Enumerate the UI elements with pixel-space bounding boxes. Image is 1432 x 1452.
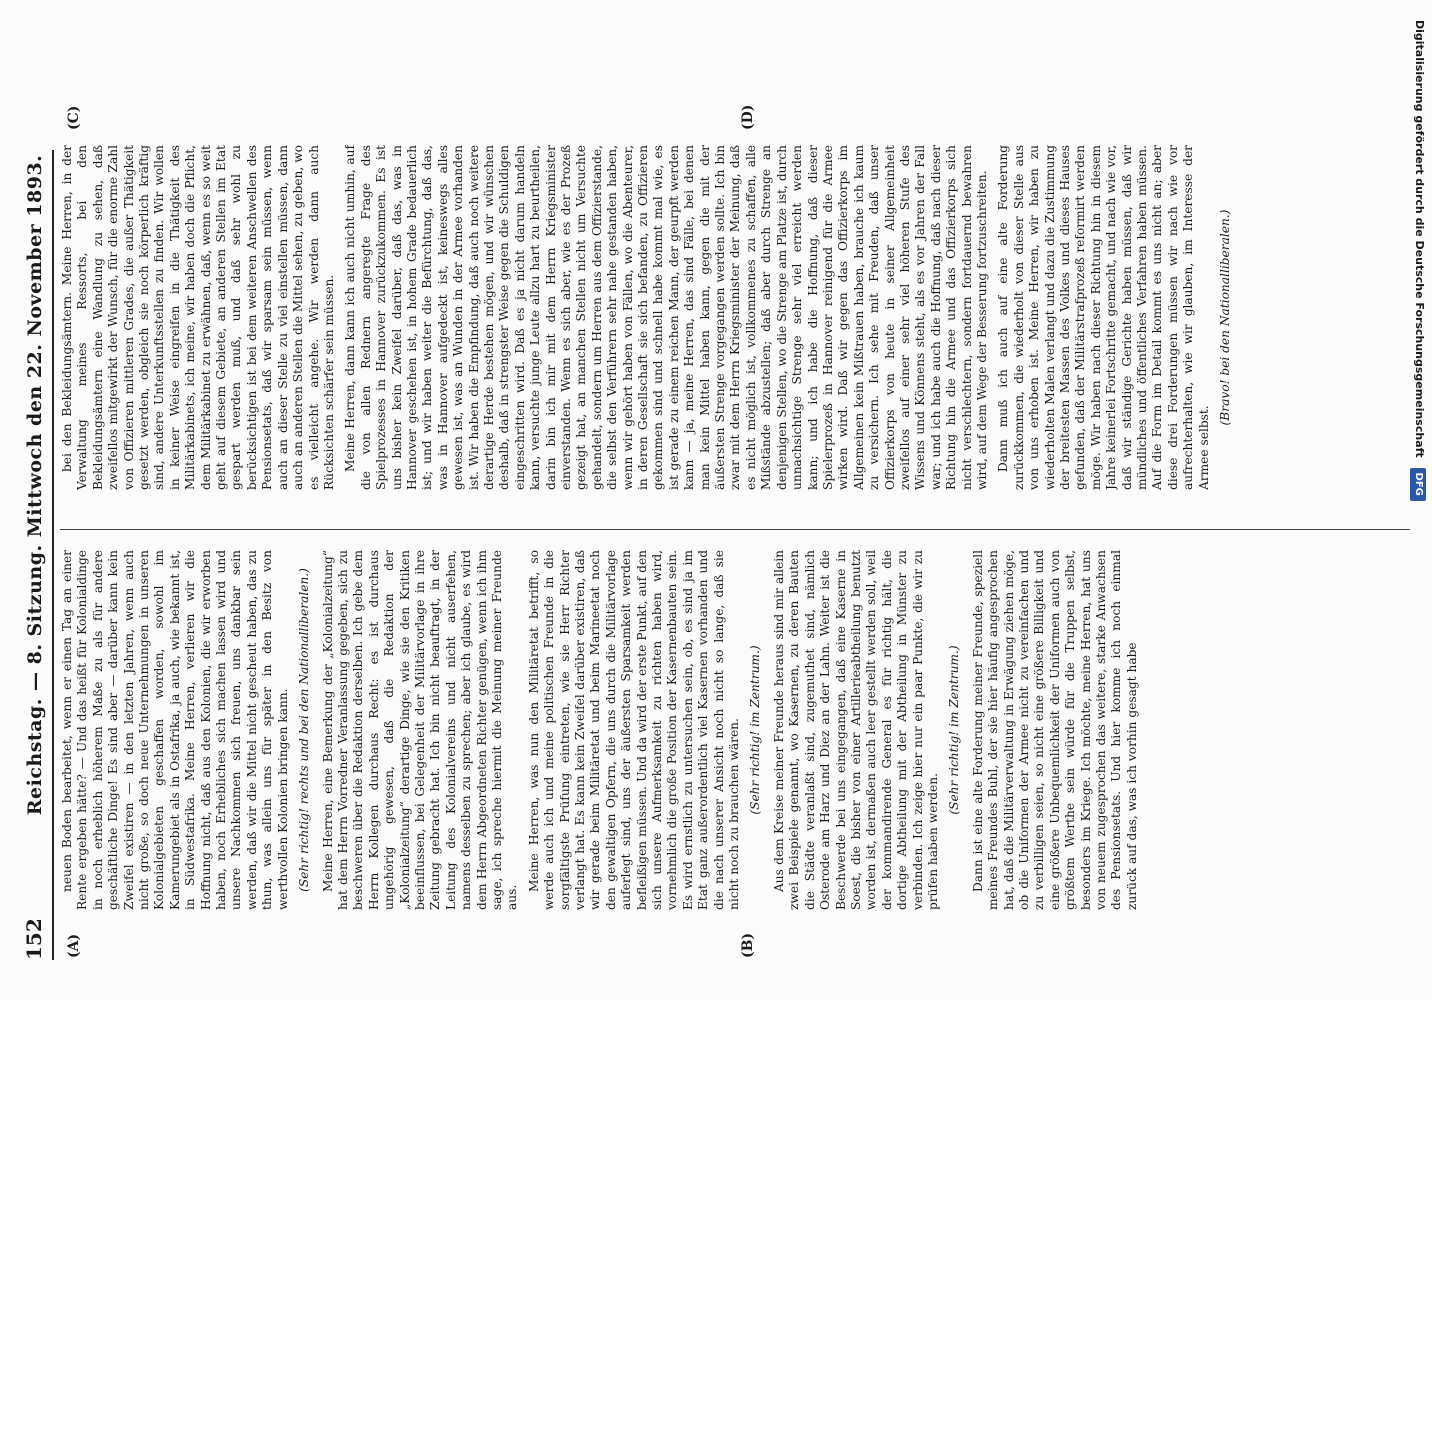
paragraph: Dann ist eine alte Forderung meiner Freunde, speziell meines Freundes Buhl, der sie hier häufig angesprochen hat, daß die Militärverwaltung in Erwägung ziehen möge, ob die Uniformen der Armee nicht zu vereinfachen und zu verbilligen seien, so nicht eine größere Billigkeit und eine größere Unbequemlichkeit der Uniformen auch von größtem Werthe sein würde für die Truppen selbst, besonders im Kriege. Ich möchte, meine Herren, hat uns von neuem zugesprochen das weitere, starke Anwachsen des Pensionsetats. Und hier komme ich noch einmal zurück auf das, was ich vorhin gesagt habe [970,550,1139,910]
digitization-note [1406,0,1432,1452]
paragraph: Aus dem Kreise meiner Freunde heraus sind mir allein zwei Beispiele genannt, wo Kasernen, zu deren Bauten die Städte veranlaßt sind, zugemuthet sind, nämlich Osterode am Harz und Diez an der Lahn. Weiter ist die Beschwerde bei uns eingegangen, daß eine Kaserne in Soest, die bisher von einer Artillerieabtheilung benutzt worden ist, dermaßen auch leer gestellt werden soll, weil der kommandirende General es für richtig hält, die dortige Abtheilung mit der Abtheilung in Münster zu verbinden. Ich zeige hier nur ein paar Punkte, die wir zu prüfen haben werden. [771,550,940,910]
paragraph: neuen Boden bearbeitet, wenn er einen Tag an einer Rente ergeben hätte? — Und das heißt für Kolonialdinge in noch erheblich höherem Maße zu als für andere geschäftliche Dinge! Es sind aber — darüber kann kein Zweifel existiren — in den letzten Jahren, wenn auch nicht große, so doch neue Unternehmungen in unseren Kolonialgebieten geschaffen worden, sowohl im Kamerungebiet als in Ostafrika, ja auch, wie bekannt ist, in Südwestafrika. Meine Herren, verlieren wir die Hoffnung nicht, daß aus den Kolonien, die wir erworben haben, noch Erhebliches sich machen lassen wird und unsere Nachkommen sich freuen, uns dankbar sein werden, daß wir die Mittel nicht gescheut haben, das zu thun, was allein uns für später in den Besitz von werthvollen Kolonien bringen kann. [60,550,290,910]
left-column [60,550,1410,910]
paragraph: Meine Herren, was nun den Militäretat betrifft, so werde auch ich und meine politischen Freunde in die sorgfältigste Prüfung eintreten, wie sie Herr Richter verlangt hat. Es kann kein Zweifel darüber existiren, daß wir gerade beim Militäretat und beim Marineetat noch den gewaltigen Opfern, die uns durch die Militärvorlage auferlegt sind, uns der äußersten Sparsamkeit werden befleißigen müssen. Und da wird der erste Punkt, auf den sich unsere Aufmerksamkeit zu richten haben wird, vornehmlich die große Position der Kasernenbauten sein. Es wird ernstlich zu untersuchen sein, ob, es sind ja im Etat ganz außerordentlich viel Kasernen vorhanden und die nach unserer Ansicht noch nicht so lange, daß sie nicht noch zu brauchen wären. [526,550,742,910]
paragraph: Dann muß ich auch auf eine alte Forderung zurückkommen, die wiederholt von dieser Stelle aus von uns erhoben ist. Meine Herren, wir haben zu wiederholten Malen verlangt und dazu die Zustimmung der breitesten Massen des Volkes und dieses Hauses gefunden, daß der Militärstrafprozeß reformirt werden möge. Wir haben nach dieser Richtung hin in diesem Jahre keinerlei Fortschritte gemacht, und nach wie vor, daß wir ständige Gerichte haben müssen, daß wir mündliches und öffentliches Verfahren haben müssen. Auf die Form im Detail kommt es uns nicht an; aber diese drei Forderungen müssen wir nach wie vor aufrechterhalten, wie wir glauben, im Interesse der Armee selbst. [996,145,1211,490]
page-title: Reichstag. — 8. Sitzung. Mittwoch den 22. November 1893. [24,154,46,816]
paragraph: Meine Herren, dann kann ich auch nicht umhin, auf die von allen Rednern angeregte Frage des Spielprozesses in Hannover zurückzukommen. Es ist uns bisher kein Zweifel darüber, daß das, was in Hannover geschehen ist, in hohem Grade bedauerlich ist; und wir haben weiter die Befürchtung, daß das, was in Hannover aufgedeckt ist, keineswegs alles gewesen ist, was an Wunden in der Armee vorhanden ist. Wir haben die Empfindung, daß auch noch weitere derartige Herde bestehen mögen, und wir wünschen deshalb, daß in strengster Weise gegen die Schuldigen eingeschritten wird. Daß es ja nicht darum handeln kann, versuchte junge Leute allzu hart zu beurtheilen, darin bin ich mir mit dem Herrn Kriegsminister einverstanden. Wenn es sich aber, wie es der Prozeß gezeigt hat, an manchen Stellen nicht um Versuchte gehandelt, sondern um Herren aus dem Offizierstande, die selbst den Verführern sehr nahe gestanden haben, wenn wir gehört haben von Fällen, wo die Abenteurer, in deren Gesellschaft sie sich befanden, zu Offizieren gekommen sind und schnell habe kommt mal wie, es ist gerade zu einem reichen Mann, der geurpft werden kann — ja, meine Herren, das sind Fälle, bei denen man kein Mittel haben kann, gegen die mit der äußersten Strenge vorgegangen werden sollte. Ich bin zwar mit dem Herrn Kriegsminister der Meinung, daß es nicht möglich ist, vollkommenes zu schaffen, alle Mißstände abzustellen; daß aber durch Strenge an denjenigen Stellen, wo die Strenge am Platze ist, durch unnachsichtige Strenge sehr viel erreicht werden kann; und ich habe die Hoffnung, daß dieser Spielerprozeß in Hannover reinigend für die Armee wirken wird. Daß wir gegen das Offizierkorps im Allgemeinen kein Mißtrauen haben, brauche ich kaum zu versichern. Ich sehe mit Freuden, daß unser Offizierkorps von heute in seiner Allgemeinheit zweifellos auf einer sehr viel höheren Stufe des Wissens und Könnens steht, als es vor Jahren der Fall war; und ich habe auch die Hoffnung, daß nach dieser Richtung hin die Armee und das Offizierkorps sich nicht verschlechtern, sondern fortdauernd bewahren wird, auf dem Wege der Besserung fortzuschreiten. [343,145,989,490]
right-column [60,145,1410,490]
interjection: (Sehr richtig! im Zentrum.) [748,645,763,815]
page-header [8,150,54,960]
paragraph: bei den Bekleidungsämtern. Meine Herren, in der Verwaltung meines Ressorts, bei den Bekleidungsämtern eine Wandlung zu sehen, daß zweifellos mitgewirkt der Wunsch, für die enorme Zahl von Offizieren mittleren Grades, die außer Thätigkeit gesetzt werden, obgleich sie noch körperlich kräftig sind, andere Unterkunftsstellen zu finden. Wir wollen in keiner Weise eingreifen in die Thätigkeit des Militärkabinets, ich meine, wir haben doch die Pflicht, dem Militärkabinet zu erwähnen, daß, wenn es so weit geht auf diesem Gebiete, an anderen Stellen im Etat gespart werden muß, und daß sehr wohl zu berücksichtigen ist bei dem weiteren Anschwellen des Pensionsetats, daß wir sparsam sein müssen, wenn auch an dieser Stelle zu viel einstellen müssen, dann auch an anderen Stellen die Mittel sehen, zu geben, wo es vielleicht angehe. Wir werden dann auch Rücksichten schärfer sein müssen. [60,145,336,490]
dfg-logo: DFG [1410,468,1426,501]
interjection: (Bravo! bei den Nationalliberalen.) [1218,209,1233,426]
column-divider [60,529,1410,530]
page-number: 152 [22,918,46,960]
interjection: (Sehr richtig! im Zentrum.) [947,645,962,815]
interjection: (Sehr richtig! rechts und bei den Nationalliberalen.) [297,568,312,892]
margin-letter-a: (A) [66,933,82,958]
margin-letter-c: (C) [66,105,82,130]
margin-letter-b: (B) [740,932,756,958]
digitization-note-text: Digitalisierung gefördert durch die Deutsche Forschungsgemeinschaft [1413,20,1426,458]
margin-letter-d: (D) [740,104,756,130]
paragraph: Meine Herren, eine Bemerkung der „Kolonialzeitung“ hat dem Herrn Vorredner Veranlassung gegeben, sich zu beschweren über die Redaktion derselben. Ich gebe dem Herrn Kollegen durchaus Recht: es ist durchaus ungehörig gewesen, daß die Redaktion der „Kolonialzeitung“ derartige Dinge, wie sie den Kritiken beeinflussen, bei Gelegenheit der Militärvorlage in ihre Zeitung gebracht hat. Ich bin nicht beauftragt, in der Leitung des Kolonialvereins und nicht auserfehen, namens desselben zu sprechen; aber ich glaube, es wird dem Herrn Abgeordneten Richter genügen, wenn ich ihm sage, ich spreche hiermit die Meinung meiner Freunde aus. [320,550,520,910]
digitization-strip [1406,0,1432,1432]
